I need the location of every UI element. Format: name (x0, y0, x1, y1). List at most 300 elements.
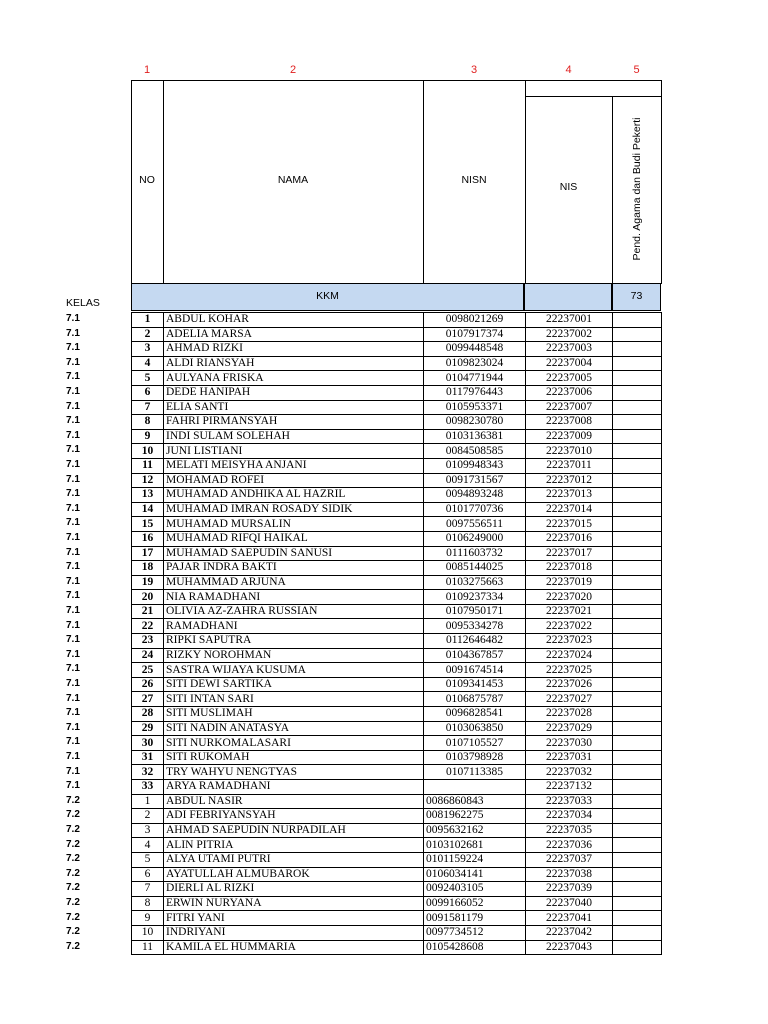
column-number-3: 3 (470, 64, 478, 76)
table-row (132, 604, 662, 619)
cell-score (613, 517, 662, 532)
table-row (132, 896, 662, 911)
table-row (132, 488, 662, 503)
table-row (132, 911, 662, 926)
kkm-value: 73 (630, 290, 643, 302)
cell-nama: DEDE HANIPAH (164, 385, 424, 400)
kelas-cell: 7.1 (66, 765, 80, 777)
cell-nis: 22237024 (526, 648, 613, 663)
kelas-cell: 7.2 (66, 824, 80, 835)
table-row (132, 721, 662, 736)
cell-score (613, 473, 662, 488)
cell-nis: 22237001 (526, 313, 613, 328)
cell-nisn: 0106249000 (424, 531, 526, 546)
cell-score (613, 371, 662, 386)
cell-nis: 22237003 (526, 342, 613, 357)
table-row (132, 925, 662, 940)
cell-no: 32 (132, 765, 164, 780)
cell-nisn: 0084508585 (424, 444, 526, 459)
cell-nama: FITRI YANI (164, 911, 424, 926)
cell-nama: MUHAMAD MURSALIN (164, 517, 424, 532)
cell-nis: 22237033 (526, 794, 613, 809)
kelas-cell: 7.1 (66, 532, 80, 543)
cell-nama: ALIN PITRIA (164, 838, 424, 853)
cell-nis: 22237025 (526, 663, 613, 678)
table-row (132, 677, 662, 692)
cell-nis: 22237013 (526, 488, 613, 503)
cell-nisn: 0103275663 (424, 575, 526, 590)
table-row (132, 575, 662, 590)
cell-nis: 22237020 (526, 590, 613, 605)
cell-no: 13 (132, 488, 164, 503)
cell-score (613, 677, 662, 692)
table-row (132, 327, 662, 342)
cell-nisn: 0096828541 (424, 707, 526, 722)
table-row (132, 590, 662, 605)
cell-nama: RAMADHANI (164, 619, 424, 634)
kelas-cell: 7.1 (66, 707, 80, 719)
kelas-cell: 7.1 (66, 459, 80, 470)
cell-nama: SITI NURKOMALASARI (164, 736, 424, 751)
cell-nama: MELATI MEISYHA ANJANI (164, 458, 424, 473)
cell-nis: 22237010 (526, 444, 613, 459)
cell-no: 27 (132, 692, 164, 707)
header-cell-nis-top (525, 80, 662, 97)
table-row (132, 634, 662, 649)
cell-score (613, 663, 662, 678)
cell-score (613, 561, 662, 576)
cell-nama: SITI RUKOMAH (164, 750, 424, 765)
kelas-cell: 7.2 (66, 809, 80, 821)
cell-nisn: 0091731567 (424, 473, 526, 488)
cell-nis: 22237004 (526, 356, 613, 371)
cell-nis: 22237132 (526, 780, 613, 795)
cell-score (613, 940, 662, 955)
cell-nis: 22237029 (526, 721, 613, 736)
kelas-cell: 7.2 (66, 794, 80, 806)
kelas-cell: 7.2 (66, 897, 80, 908)
cell-nis: 22237031 (526, 750, 613, 765)
cell-no: 9 (132, 911, 164, 926)
cell-score (613, 867, 662, 882)
kelas-cell: 7.1 (66, 605, 80, 616)
cell-nisn: 0094893248 (424, 488, 526, 503)
cell-no: 20 (132, 590, 164, 605)
cell-nama: MUHAMAD SAEPUDIN SANUSI (164, 546, 424, 561)
cell-nama: FAHRI PIRMANSYAH (164, 415, 424, 430)
kelas-label: KELAS (66, 297, 100, 309)
cell-nisn: 0099166052 (424, 896, 526, 911)
kelas-cell: 7.1 (66, 751, 80, 762)
kelas-cell: 7.1 (66, 663, 80, 675)
cell-nisn: 0101770736 (424, 502, 526, 517)
table-row (132, 838, 662, 853)
cell-score (613, 604, 662, 619)
cell-nis: 22237038 (526, 867, 613, 882)
table-row (132, 794, 662, 809)
cell-nama: INDRIYANI (164, 925, 424, 940)
cell-score (613, 838, 662, 853)
table-row (132, 473, 662, 488)
kelas-cell: 7.2 (66, 926, 80, 938)
kelas-cell: 7.1 (66, 736, 80, 748)
cell-no: 25 (132, 663, 164, 678)
cell-nis: 22237023 (526, 634, 613, 649)
cell-no: 10 (132, 925, 164, 940)
cell-score (613, 911, 662, 926)
cell-score (613, 546, 662, 561)
table-row (132, 780, 662, 795)
cell-nis: 22237006 (526, 385, 613, 400)
cell-nama: TRY WAHYU NENGTYAS (164, 765, 424, 780)
kelas-cell: 7.1 (66, 371, 80, 383)
cell-score (613, 765, 662, 780)
cell-nisn: 0106034141 (424, 867, 526, 882)
cell-score (613, 488, 662, 503)
cell-nama: MUHAMMAD ARJUNA (164, 575, 424, 590)
cell-no: 29 (132, 721, 164, 736)
cell-nis: 22237043 (526, 940, 613, 955)
cell-nama: ARYA RAMADHANI (164, 780, 424, 795)
cell-nis: 22237040 (526, 896, 613, 911)
cell-score (613, 415, 662, 430)
cell-score (613, 444, 662, 459)
cell-nisn: 0086860843 (424, 794, 526, 809)
table-row (132, 546, 662, 561)
cell-nis: 22237008 (526, 415, 613, 430)
cell-nisn: 0117976443 (424, 385, 526, 400)
cell-nama: SITI INTAN SARI (164, 692, 424, 707)
cell-nama: ALYA UTAMI PUTRI (164, 852, 424, 867)
cell-nisn: 0101159224 (424, 852, 526, 867)
cell-nisn: 0097734512 (424, 925, 526, 940)
cell-nisn: 0104367857 (424, 648, 526, 663)
cell-nis: 22237035 (526, 823, 613, 838)
kelas-cell: 7.1 (66, 590, 80, 602)
cell-score (613, 531, 662, 546)
kelas-cell: 7.1 (66, 546, 80, 558)
cell-nis: 22237018 (526, 561, 613, 576)
cell-nis: 22237032 (526, 765, 613, 780)
table-row (132, 400, 662, 415)
kelas-cell: 7.1 (66, 444, 80, 456)
cell-score (613, 502, 662, 517)
cell-nama: SITI MUSLIMAH (164, 707, 424, 722)
kelas-cell: 7.1 (66, 619, 80, 631)
cell-no: 9 (132, 429, 164, 444)
cell-no: 11 (132, 940, 164, 955)
kelas-cell: 7.1 (66, 386, 80, 397)
cell-score (613, 327, 662, 342)
cell-nama: ABDUL KOHAR (164, 313, 424, 328)
cell-nis: 22237042 (526, 925, 613, 940)
cell-no: 16 (132, 531, 164, 546)
cell-no: 33 (132, 780, 164, 795)
table-row (132, 561, 662, 576)
kelas-cell: 7.1 (66, 473, 80, 485)
cell-no: 21 (132, 604, 164, 619)
kelas-cell: 7.1 (66, 648, 80, 660)
cell-nama: ADI FEBRIYANSYAH (164, 809, 424, 824)
cell-score (613, 313, 662, 328)
cell-nama: DIERLI AL RIZKI (164, 882, 424, 897)
cell-score (613, 634, 662, 649)
table-row (132, 371, 662, 386)
column-number-2: 2 (289, 64, 297, 76)
cell-score (613, 809, 662, 824)
cell-nis: 22237028 (526, 707, 613, 722)
student-table (131, 312, 662, 955)
cell-nama: PAJAR INDRA BAKTI (164, 561, 424, 576)
cell-score (613, 707, 662, 722)
cell-nisn: 0091674514 (424, 663, 526, 678)
cell-nis: 22237022 (526, 619, 613, 634)
cell-score (613, 736, 662, 751)
cell-nama: ERWIN NURYANA (164, 896, 424, 911)
cell-nisn: 0106875787 (424, 692, 526, 707)
table-row (132, 663, 662, 678)
kelas-cell: 7.1 (66, 517, 80, 529)
cell-nisn: 0098021269 (424, 313, 526, 328)
cell-no: 6 (132, 867, 164, 882)
cell-nama: KAMILA EL HUMMARIA (164, 940, 424, 955)
cell-nisn: 0091581179 (424, 911, 526, 926)
kelas-cell: 7.1 (66, 502, 80, 514)
cell-no: 14 (132, 502, 164, 517)
cell-nisn: 0109948343 (424, 458, 526, 473)
cell-nisn: 0105953371 (424, 400, 526, 415)
header-no: NO (139, 174, 155, 186)
cell-no: 12 (132, 473, 164, 488)
cell-no: 31 (132, 750, 164, 765)
table-row (132, 342, 662, 357)
kelas-cell: 7.1 (66, 342, 80, 354)
cell-nis: 22237002 (526, 327, 613, 342)
cell-no: 28 (132, 707, 164, 722)
cell-nama: NIA RAMADHANI (164, 590, 424, 605)
cell-no: 2 (132, 327, 164, 342)
cell-no: 10 (132, 444, 164, 459)
kelas-cell: 7.1 (66, 780, 80, 792)
cell-nis: 22237007 (526, 400, 613, 415)
cell-nisn: 0105428608 (424, 940, 526, 955)
kelas-cell: 7.1 (66, 429, 80, 441)
cell-no: 6 (132, 385, 164, 400)
cell-nisn: 0109823024 (424, 356, 526, 371)
cell-no: 18 (132, 561, 164, 576)
cell-score (613, 896, 662, 911)
table-row (132, 867, 662, 882)
cell-no: 11 (132, 458, 164, 473)
cell-nis: 22237005 (526, 371, 613, 386)
cell-nama: AHMAD SAEPUDIN NURPADILAH (164, 823, 424, 838)
cell-score (613, 692, 662, 707)
cell-nisn: 0111603732 (424, 546, 526, 561)
kelas-cell: 7.2 (66, 867, 80, 879)
cell-nisn: 0112646482 (424, 634, 526, 649)
cell-score (613, 590, 662, 605)
kkm-row-nis (524, 283, 612, 311)
cell-nisn: 0107105527 (424, 736, 526, 751)
kelas-cell: 7.1 (66, 356, 80, 368)
cell-nama: MUHAMAD ANDHIKA AL HAZRIL (164, 488, 424, 503)
cell-score (613, 852, 662, 867)
cell-no: 17 (132, 546, 164, 561)
cell-nisn: 0103063850 (424, 721, 526, 736)
table-row (132, 531, 662, 546)
cell-no: 8 (132, 415, 164, 430)
cell-no: 3 (132, 823, 164, 838)
cell-nisn: 0097556511 (424, 517, 526, 532)
cell-nisn (424, 780, 526, 795)
cell-nama: ADELIA MARSA (164, 327, 424, 342)
cell-nama: ABDUL NASIR (164, 794, 424, 809)
column-number-1: 1 (143, 64, 151, 76)
header-nisn: NISN (461, 174, 487, 186)
cell-nisn: 0081962275 (424, 809, 526, 824)
cell-nama: OLIVIA AZ-ZAHRA RUSSIAN (164, 604, 424, 619)
table-row (132, 429, 662, 444)
cell-nama: AYATULLAH ALMUBAROK (164, 867, 424, 882)
cell-no: 5 (132, 852, 164, 867)
table-row (132, 648, 662, 663)
kkm-label: KKM (316, 290, 339, 302)
cell-nisn: 0099448548 (424, 342, 526, 357)
table-row (132, 882, 662, 897)
cell-no: 7 (132, 400, 164, 415)
cell-nis: 22237036 (526, 838, 613, 853)
table-row (132, 692, 662, 707)
cell-nama: MUHAMAD RIFQI HAIKAL (164, 531, 424, 546)
cell-no: 4 (132, 356, 164, 371)
column-number-5: 5 (633, 64, 640, 76)
table-row (132, 458, 662, 473)
table-row (132, 619, 662, 634)
kelas-cell: 7.1 (66, 488, 80, 500)
cell-score (613, 750, 662, 765)
cell-nis: 22237021 (526, 604, 613, 619)
cell-nis: 22237027 (526, 692, 613, 707)
cell-nisn: 0107113385 (424, 765, 526, 780)
cell-no: 2 (132, 809, 164, 824)
cell-nisn: 0103102681 (424, 838, 526, 853)
table-row (132, 852, 662, 867)
cell-nis: 22237009 (526, 429, 613, 444)
cell-nis: 22237034 (526, 809, 613, 824)
kelas-cell: 7.2 (66, 882, 80, 894)
cell-nis: 22237015 (526, 517, 613, 532)
kelas-cell: 7.1 (66, 678, 80, 689)
cell-score (613, 648, 662, 663)
table-row (132, 765, 662, 780)
table-row (132, 823, 662, 838)
cell-score (613, 356, 662, 371)
cell-nama: AHMAD RIZKI (164, 342, 424, 357)
kelas-cell: 7.2 (66, 853, 80, 865)
kelas-cell: 7.1 (66, 400, 80, 412)
table-row (132, 517, 662, 532)
table-row (132, 736, 662, 751)
cell-no: 4 (132, 838, 164, 853)
kelas-cell: 7.1 (66, 575, 80, 587)
cell-no: 26 (132, 677, 164, 692)
cell-nis: 22237041 (526, 911, 613, 926)
cell-score (613, 882, 662, 897)
cell-nis: 22237017 (526, 546, 613, 561)
kelas-cell: 7.1 (66, 561, 80, 573)
cell-nis: 22237039 (526, 882, 613, 897)
cell-no: 1 (132, 313, 164, 328)
cell-nis: 22237011 (526, 458, 613, 473)
cell-score (613, 458, 662, 473)
cell-score (613, 925, 662, 940)
header-nis: NIS (559, 181, 578, 193)
cell-no: 23 (132, 634, 164, 649)
cell-no: 3 (132, 342, 164, 357)
table-row (132, 356, 662, 371)
cell-score (613, 429, 662, 444)
header-subject (612, 96, 661, 282)
cell-nisn: 0109237334 (424, 590, 526, 605)
kelas-cell: 7.2 (66, 911, 80, 923)
cell-nama: AULYANA FRISKA (164, 371, 424, 386)
cell-nis: 22237026 (526, 677, 613, 692)
table-row (132, 415, 662, 430)
cell-no: 15 (132, 517, 164, 532)
cell-no: 8 (132, 896, 164, 911)
cell-nama: SITI DEWI SARTIKA (164, 677, 424, 692)
cell-nama: RIPKI SAPUTRA (164, 634, 424, 649)
cell-score (613, 721, 662, 736)
cell-no: 5 (132, 371, 164, 386)
cell-no: 24 (132, 648, 164, 663)
cell-score (613, 794, 662, 809)
cell-nis: 22237030 (526, 736, 613, 751)
cell-nisn: 0103136381 (424, 429, 526, 444)
kelas-cell: 7.1 (66, 313, 80, 324)
cell-nama: MUHAMAD IMRAN ROSADY SIDIK (164, 502, 424, 517)
kelas-cell: 7.1 (66, 634, 80, 646)
cell-nis: 22237019 (526, 575, 613, 590)
kelas-cell: 7.1 (66, 721, 80, 733)
cell-nisn: 0095632162 (424, 823, 526, 838)
table-row (132, 750, 662, 765)
kelas-cell: 7.1 (66, 692, 80, 704)
cell-no: 7 (132, 882, 164, 897)
cell-nama: RIZKY NOROHMAN (164, 648, 424, 663)
cell-nisn: 0104771944 (424, 371, 526, 386)
cell-score (613, 823, 662, 838)
cell-nisn: 0095334278 (424, 619, 526, 634)
table-row (132, 385, 662, 400)
header-nama: NAMA (277, 174, 309, 186)
cell-nisn: 0085144025 (424, 561, 526, 576)
cell-nama: JUNI LISTIANI (164, 444, 424, 459)
cell-no: 19 (132, 575, 164, 590)
kelas-cell: 7.2 (66, 940, 80, 952)
cell-score (613, 342, 662, 357)
cell-score (613, 385, 662, 400)
cell-score (613, 619, 662, 634)
cell-nisn: 0103798928 (424, 750, 526, 765)
column-number-4: 4 (565, 64, 572, 76)
cell-no: 1 (132, 794, 164, 809)
cell-score (613, 400, 662, 415)
kelas-cell: 7.2 (66, 838, 80, 850)
kelas-cell: 7.1 (66, 327, 80, 339)
cell-nis: 22237037 (526, 852, 613, 867)
header-subject-label: Pend. Agama dan Budi Pekerti (630, 117, 643, 261)
